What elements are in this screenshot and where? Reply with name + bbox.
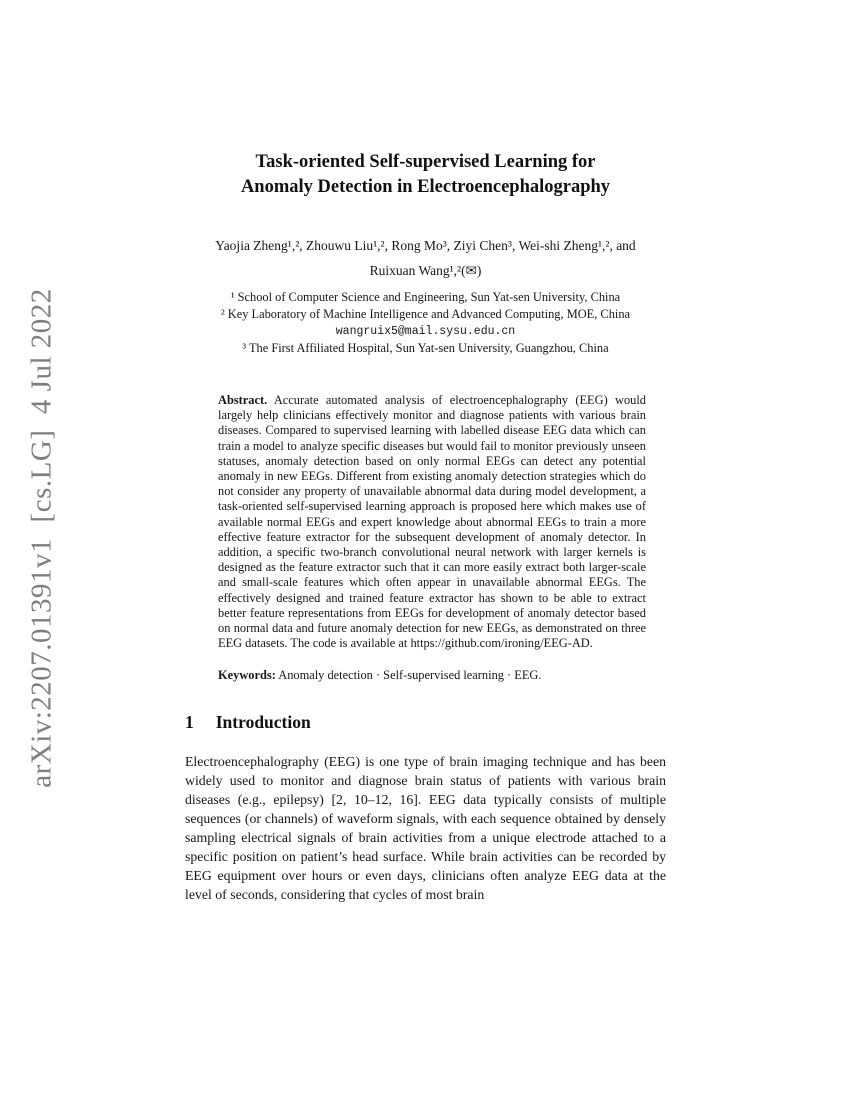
- section-1-heading: [185, 712, 666, 733]
- keywords-section: [218, 668, 646, 683]
- contact-email: wangruix5@mail.sysu.edu.cn: [335, 325, 516, 338]
- affiliation-1: ¹ School of Computer Science and Engineering, Sun Yat-sen University, China: [230, 290, 621, 304]
- keywords-label: Keywords:: [218, 668, 276, 683]
- abstract-label: Abstract.: [218, 393, 268, 407]
- affiliation-2: ² Key Laboratory of Machine Intelligence and Advanced Computing, MOE, China: [220, 307, 631, 321]
- section-1-number: 1: [185, 711, 194, 732]
- section-1-title: Introduction: [215, 711, 311, 732]
- affiliation-block: [185, 289, 666, 357]
- paper-title: [185, 150, 666, 200]
- paper-title-line-1: Task-oriented Self-supervised Learning for: [255, 152, 596, 172]
- author-line-2: Ruixuan Wang¹,²(✉): [369, 263, 482, 278]
- abstract-text: Accurate automated analysis of electroencephalography (EEG) would largely help clinicians effectively monitor and diagnose patients with various brain diseases. Compared to supervised learning with labelled disease EEG data which can train a model to analyze specific diseases but would fail to monitor previously unseen statuses, anomaly detection based on only normal EEGs can detect any potential anomaly in new EEGs. Different from existing anomaly detection strategies which do not consider any property of unavailable abnormal data during model development, a task-oriented self-supervised learning approach is proposed here which makes use of available normal EEGs and expert knowledge about abnormal EEGs to train a more effective feature extractor for the subsequent development of anomaly detector. In addition, a specific two-branch convolutional neural network with larger kernels is designed as the feature extractor such that it can more easily extract both larger-scale and small-scale features which often appear in unavailable abnormal EEGs. The effectively designed and trained feature extractor has shown to be able to extract better feature representations from EEGs for development of anomaly detector based on normal data and future anomaly detection for new EEGs, as demonstrated on three EEG datasets. The code is available at https://github.com/ironing/EEG-AD.: [218, 393, 646, 651]
- paper-page: [185, 0, 666, 904]
- author-block: [185, 233, 666, 283]
- paper-title-line-2: Anomaly Detection in Electroencephalography: [240, 177, 611, 197]
- author-line-1: Yaojia Zheng¹,², Zhouwu Liu¹,², Rong Mo³, Ziyi Chen³, Wei-shi Zheng¹,², and: [215, 238, 636, 253]
- abstract-section: [218, 393, 646, 651]
- affiliation-3: ³ The First Affiliated Hospital, Sun Yat-sen University, Guangzhou, China: [242, 341, 609, 355]
- keywords-text: Anomaly detection · Self-supervised learning · EEG.: [275, 668, 542, 683]
- arxiv-watermark: arXiv:2207.01391v1 [cs.LG] 4 Jul 2022: [25, 288, 58, 788]
- introduction-paragraph: Electroencephalography (EEG) is one type of brain imaging technique and has been widely used to monitor and diagnose brain status of patients with various brain diseases (e.g., epilepsy) [2, 10–12, 16]. EEG data typically consists of multiple sequences (or channels) of waveform signals, with each sequence obtained by densely sampling electrical signals of brain activities from a unique electrode attached to a specific position on patient’s head surface. While brain activities can be recorded by EEG equipment over hours or even days, clinicians often analyze EEG data at the level of seconds, considering that cycles of most brain: [185, 753, 666, 902]
